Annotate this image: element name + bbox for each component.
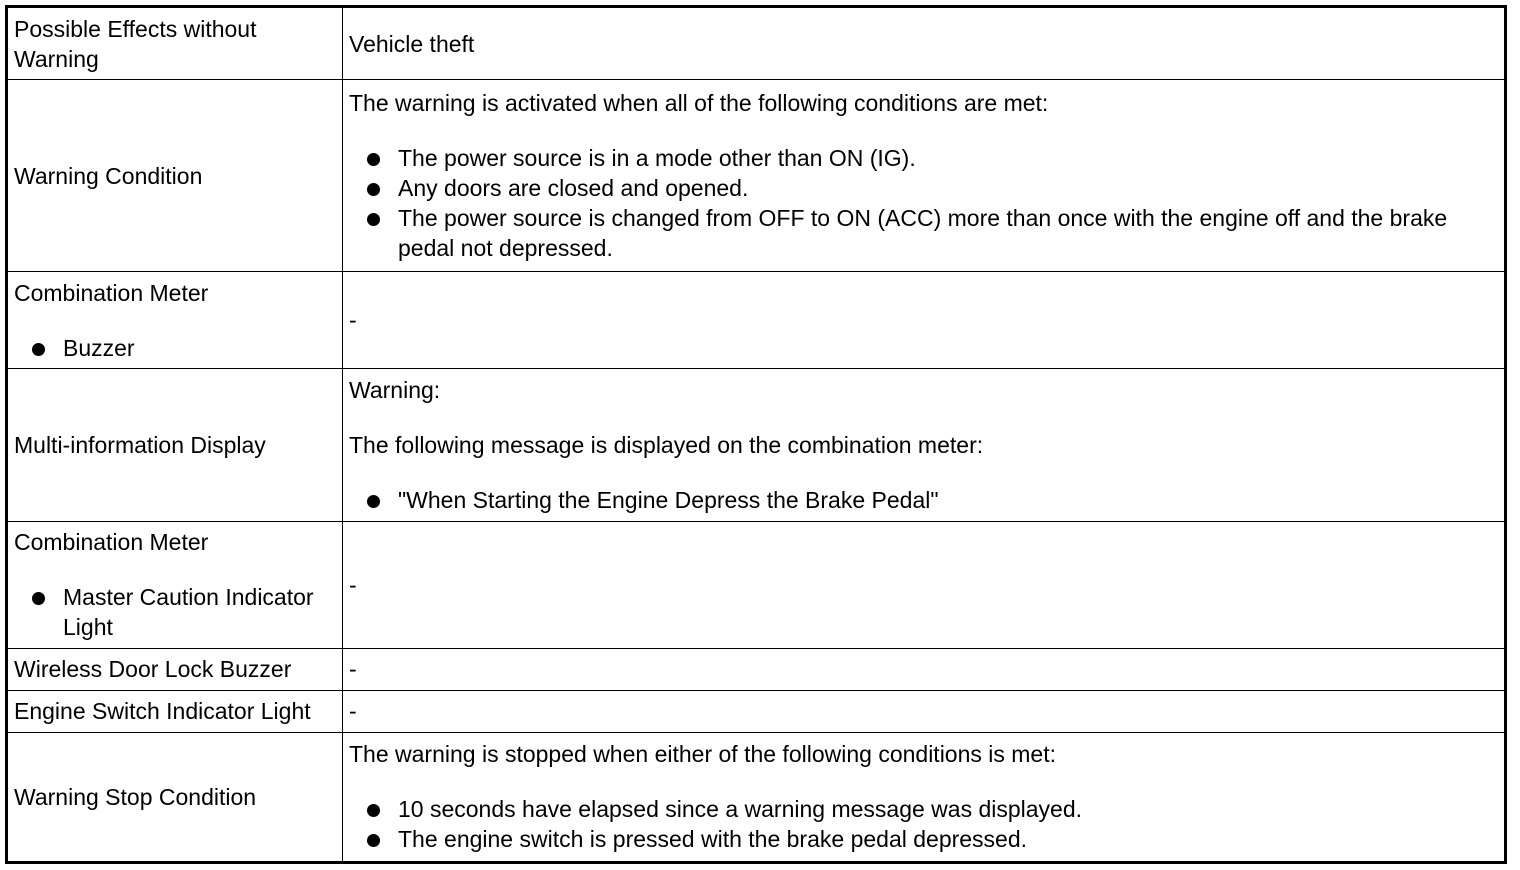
list-item: Buzzer [14, 333, 336, 363]
list-item: "When Starting the Engine Depress the Brake Pedal" [349, 485, 1498, 515]
table-row [7, 648, 1506, 690]
row-label: Wireless Door Lock Buzzer [7, 648, 343, 690]
table-row [7, 80, 1506, 272]
row-value: - [343, 690, 1506, 732]
row-value [343, 80, 1506, 272]
row-label: Possible Effects without Warning [7, 7, 343, 80]
row-value: - [343, 521, 1506, 648]
row-label: Combination Meter Buzzer [7, 272, 343, 369]
list-item: 10 seconds have elapsed since a warning message was displayed. [349, 794, 1498, 824]
table-row [7, 521, 1506, 648]
table-row [7, 732, 1506, 862]
list-item: Master Caution Indicator Light [14, 582, 336, 642]
list-item: The power source is in a mode other than ON (IG). [349, 143, 1498, 173]
list-item: The power source is changed from OFF to ON (ACC) more than once with the engine off and the brake pedal not depressed. [349, 203, 1498, 263]
table-row [7, 369, 1506, 521]
condition-intro: The warning is activated when all of the following conditions are met: [349, 90, 1049, 117]
warning-spec-table [5, 5, 1507, 864]
row-value: - [343, 648, 1506, 690]
list-item: Any doors are closed and opened. [349, 173, 1498, 203]
condition-list [349, 143, 1498, 263]
row-value: The warning is stopped when either of the following conditions is met: 10 seconds have elapsed since a warning message was displayed. The engine switch is pressed with the brake pedal depressed. [343, 732, 1506, 862]
row-label: Warning Stop Condition [7, 732, 343, 862]
row-label: Multi-information Display [7, 369, 343, 521]
table-row [7, 7, 1506, 80]
row-label: Combination Meter Master Caution Indicator Light [7, 521, 343, 648]
row-value: Vehicle theft [343, 7, 1506, 80]
row-label: Warning Condition [7, 80, 343, 272]
row-value: - [343, 272, 1506, 369]
row-label: Engine Switch Indicator Light [7, 690, 343, 732]
row-value: Warning: The following message is displayed on the combination meter: "When Starting the Engine Depress the Brake Pedal" [343, 369, 1506, 521]
list-item: The engine switch is pressed with the brake pedal depressed. [349, 824, 1498, 854]
table-row [7, 690, 1506, 732]
table-row [7, 272, 1506, 369]
